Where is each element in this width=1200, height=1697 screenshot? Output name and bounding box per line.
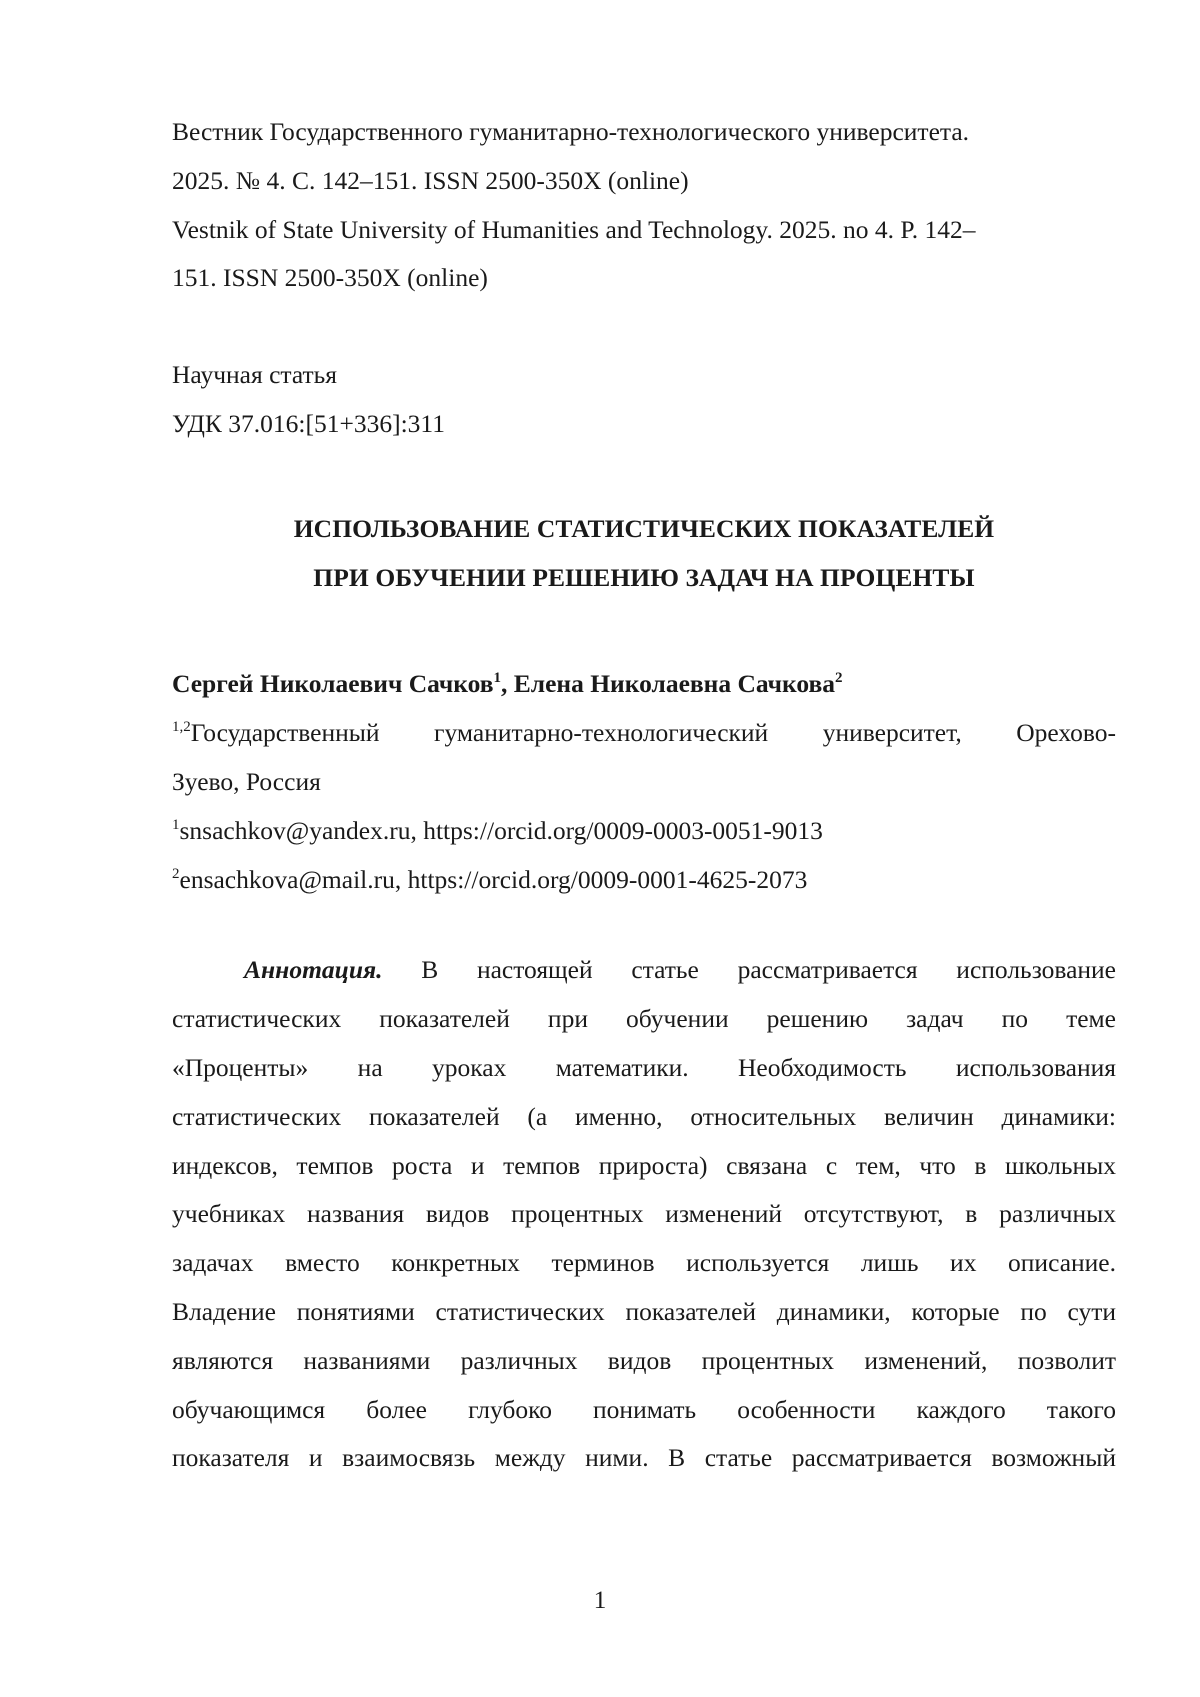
contact-marker: 1 [172, 816, 180, 833]
abstract-line: являются названиями различных видов процентных изменений, позволит [172, 1345, 1116, 1375]
author-name: Сергей Николаевич Сачков [172, 669, 494, 699]
contact-marker: 2 [172, 865, 180, 882]
author-affiliation-marker: 1 [493, 670, 502, 687]
abstract-line: задачах вместо конкретных терминов используется лишь их описание. [172, 1248, 1116, 1278]
spacer [172, 904, 1116, 946]
affiliation-line [172, 709, 1116, 758]
abstract [172, 946, 1116, 1483]
abstract-line: статистических показателей при обучении решению задач по теме [172, 1004, 1116, 1034]
abstract-label: Аннотация. [244, 955, 383, 985]
affiliation-line: Зуево, Россия [172, 766, 321, 796]
author-contact [172, 807, 1116, 856]
contact-text: snsachkov@yandex.ru, https://orcid.org/0009-0003-0051-9013 [179, 815, 823, 845]
title-line: ПРИ ОБУЧЕНИИ РЕШЕНИЮ ЗАДАЧ НА ПРОЦЕНТЫ [313, 562, 975, 592]
journal-header-line: Vestnik of State University of Humanities and Technology. 2025. no 4. P. 142– [172, 214, 976, 244]
author-name: Елена Николаевна Сачкова [513, 669, 835, 699]
abstract-text: В настоящей статье рассматривается использование [382, 955, 1116, 985]
contact-text: ensachkova@mail.ru, https://orcid.org/0009-0001-4625-2073 [179, 864, 808, 894]
abstract-line: учебниках названия видов процентных изменений отсутствуют, в различных [172, 1199, 1116, 1229]
author-affiliation-marker: 2 [835, 670, 843, 687]
spacer [172, 602, 1116, 660]
abstract-line: «Проценты» на уроках математики. Необходимость использования [172, 1052, 1116, 1082]
affiliation-text: Государственный гуманитарно-технологический университет, Орехово- [190, 718, 1116, 748]
journal-header-line: 151. ISSN 2500-350X (online) [172, 263, 488, 293]
spacer [172, 303, 1116, 351]
abstract-line: Владение понятиями статистических показателей динамики, которые по сути [172, 1296, 1116, 1326]
journal-header [172, 108, 1116, 303]
abstract-line [172, 946, 1116, 995]
spacer [172, 449, 1116, 505]
journal-header-line: Вестник Государственного гуманитарно-технологического университета. [172, 117, 970, 146]
author-separator: , [501, 669, 514, 699]
title-line: ИСПОЛЬЗОВАНИЕ СТАТИСТИЧЕСКИХ ПОКАЗАТЕЛЕЙ [293, 513, 995, 543]
affiliation-marker: 1,2 [172, 719, 191, 736]
abstract-line: обучающимся более глубоко понимать особенности каждого такого [172, 1394, 1116, 1424]
author-contact [172, 856, 1116, 905]
abstract-line: статистических показателей (а именно, относительных величин динамики: [172, 1101, 1116, 1131]
page-content [172, 108, 1116, 1483]
abstract-line: показателя и взаимосвязь между ними. В статье рассматривается возможный [172, 1443, 1116, 1473]
abstract-line: индексов, темпов роста и темпов прироста) связана с тем, что в школьных [172, 1150, 1116, 1180]
udc-code: УДК 37.016:[51+336]:311 [172, 408, 445, 438]
article-title [172, 505, 1116, 603]
page-number: 1 [593, 1585, 607, 1614]
author-list [172, 660, 1116, 709]
article-type: Научная статья [172, 360, 338, 390]
journal-header-line: 2025. № 4. С. 142–151. ISSN 2500-350X (online) [172, 165, 689, 195]
